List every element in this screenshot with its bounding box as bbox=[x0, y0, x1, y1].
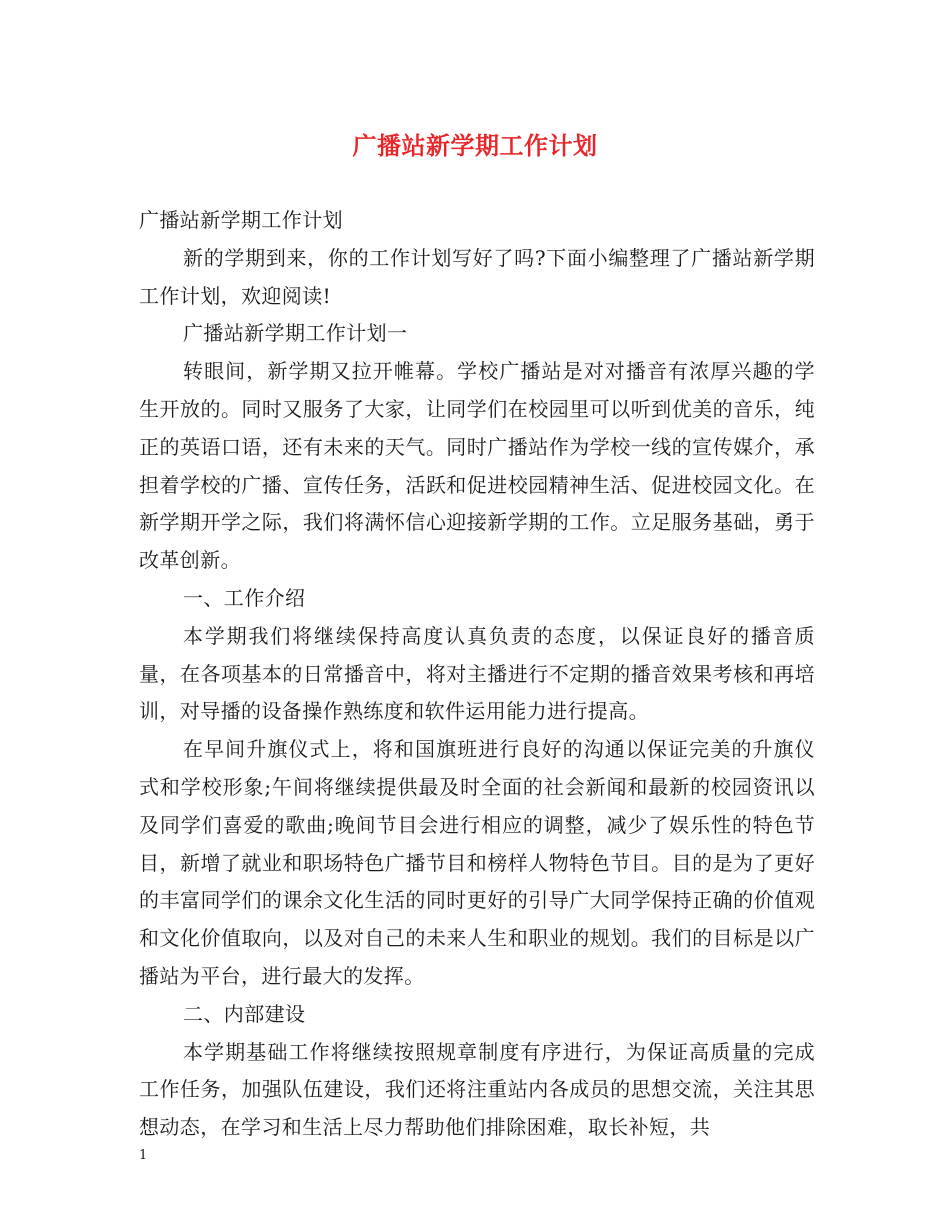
document-body bbox=[139, 202, 815, 1147]
page-number: 1 bbox=[139, 1148, 148, 1163]
paragraph: 本学期基础工作将继续按照规章制度有序进行，为保证高质量的完成工作任务，加强队伍建设，我们还将注重站内各成员的思想交流，关注其思想动态，在学习和生活上尽力帮助他们排除困难，取长补短，共 bbox=[139, 1039, 815, 1140]
paragraph: 转眼间，新学期又拉开帷幕。学校广播站是对对播音有浓厚兴趣的学生开放的。同时又服务了大家，让同学们在校园里可以听到优美的音乐，纯正的英语口语，还有未来的天气。同时广播站作为学校一线的宣传媒介，承担着学校的广播、宣传任务，活跃和促进校园精神生活、促进校园文化。在新学期开学之际，我们将满怀信心迎接新学期的工作。立足服务基础，勇于改革创新。 bbox=[139, 359, 815, 573]
paragraph: 本学期我们将继续保持高度认真负责的态度，以保证良好的播音质量，在各项基本的日常播音中，将对主播进行不定期的播音效果考核和再培训，对导播的设备操作熟练度和软件运用能力进行提高。 bbox=[139, 623, 815, 724]
paragraph: 新的学期到来，你的工作计划写好了吗?下面小编整理了广播站新学期工作计划，欢迎阅读! bbox=[139, 245, 815, 308]
paragraph: 在早间升旗仪式上，将和国旗班进行良好的沟通以保证完美的升旗仪式和学校形象;午间将继续提供最及时全面的社会新闻和最新的校园资讯以及同学们喜爱的歌曲;晚间节目会进行相应的调整，减少了娱乐性的特色节目，新增了就业和职场特色广播节目和榜样人物特色节目。目的是为了更好的丰富同学们的课余文化生活的同时更好的引导广大同学保持正确的价值观和文化价值取向，以及对自己的未来人生和职业的规划。我们的目标是以广播站为平台，进行最大的发挥。 bbox=[139, 737, 815, 988]
section-heading: 广播站新学期工作计划一 bbox=[183, 321, 408, 346]
section-heading: 一、工作介绍 bbox=[183, 585, 306, 610]
section-heading: 二、内部建设 bbox=[183, 1001, 306, 1026]
document-title: 广播站新学期工作计划 bbox=[352, 131, 598, 160]
paragraph: 广播站新学期工作计划 bbox=[139, 208, 343, 232]
